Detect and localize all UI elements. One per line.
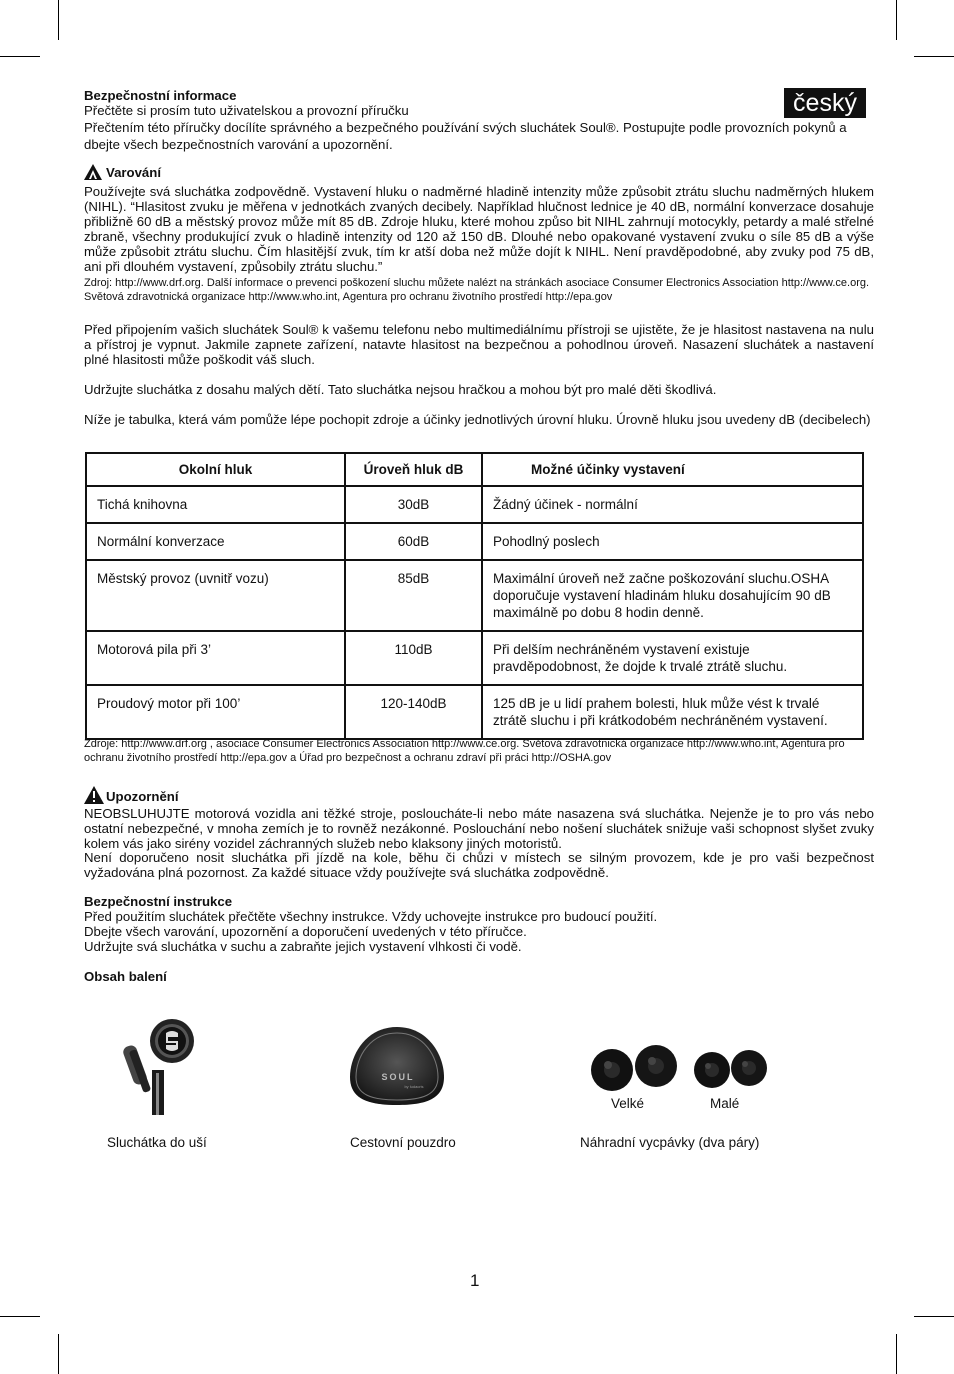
ear-tips-image xyxy=(590,1040,780,1098)
caption-earphones: Sluchátka do uší xyxy=(107,1135,207,1150)
crop-mark xyxy=(58,1334,59,1374)
table-header: Okolní hluk xyxy=(86,453,345,486)
table-intro-paragraph: Níže je tabulka, která vám pomůže lépe pochopit zdroje a účinky jednotlivých úrovní hluku. Úrovně hluku jsou uvedeny dB (decibelech) xyxy=(84,412,871,427)
table-cell: Normální konverzace xyxy=(86,523,345,560)
noise-level-table xyxy=(85,452,864,740)
instruction-line: Udržujte svá sluchátka v suchu a zabraňte jejich vystavení vlhkosti či vodě. xyxy=(84,939,522,954)
tip-size-large: Velké xyxy=(611,1096,645,1111)
case-logo: SOUL xyxy=(381,1072,415,1082)
case-sublogo: by ludacris xyxy=(404,1084,424,1089)
table-cell: Při delším nechráněném vystavení existuje pravděpodobnost, že dojde k trvalé ztrátě sluchu. xyxy=(482,631,863,685)
warning-body: Používejte svá sluchátka zodpovědně. Vystavení hluku o nadměrné hladině intenzity může způsobit ztrátu sluchu nadměrných hlukem (NIHL). “Hlasitost zvuku je měřena v jednotkách zvaných decibely. Například hlučnost lednice je 40 dB, normální konverzace dosahuje přibližně 60 dB a městský provoz může mít 85 dB. Zdroje hluku, které mohou způso bit NIHL zahrnují motocykly, petardy a malé střelné zbraně, všechny produkující zvuk o hladině intenzity od 120 až 150 dB. Dlouhé nebo opakované vystavení zvuku o síle 85 dB a výše může způsobit ztrátu sluchu. Čím hlasitější zvuk, tím kr atší doba než může dojít k NIHL. Není pravděpodobné, aby zvuky pod 75 dB, ani při dlouhém vystavení, způsobily ztrátu sluchu.” xyxy=(84,184,874,274)
safety-info-section xyxy=(84,88,874,118)
crop-mark xyxy=(0,56,40,57)
travel-case-image xyxy=(348,1025,446,1107)
table-header: Úroveň hluk dB xyxy=(345,453,482,486)
language-badge: český xyxy=(784,88,866,118)
table-cell: 125 dB je u lidí prahem bolesti, hluk může vést k trvalé ztrátě sluchu i při krátkodobém nechráněném vystavení. xyxy=(482,685,863,739)
crop-mark xyxy=(896,0,897,40)
table-row xyxy=(86,631,863,685)
table-cell: Maximální úroveň než začne poškozování sluchu.OSHA doporučuje vystavení hladinám hluku dosahujícím 90 dB maximálně po dobu 8 hodin denně. xyxy=(482,560,863,631)
table-row xyxy=(86,685,863,739)
table-source: Zdroje: http://www.drf.org , asociace Consumer Electronics Association http://www.ce.org. Světová zdravotnická organizace http://www.who.int, Agentura pro ochranu životního prostředí http://epa.gov a Úřad pro bezpečnost a ochranu zdraví při práci http://OSHA.gov xyxy=(84,738,845,764)
crop-mark xyxy=(896,1334,897,1374)
table-row xyxy=(86,560,863,631)
package-title: Obsah balení xyxy=(84,969,167,984)
table-cell: 60dB xyxy=(345,523,482,560)
table-header: Možné účinky vystavení xyxy=(482,453,863,486)
table-cell: Tichá knihovna xyxy=(86,486,345,523)
table-cell: 120-140dB xyxy=(345,685,482,739)
warning-source: Zdroj: http://www.drf.org. Další informace o prevenci poškození sluchu můžete nalézt na stránkách asociace Consumer Electronics Association http://www.ce.org. Světová zdravotnická organizace http://www.who.int, Agentura pro ochranu životního prostředí http://epa.gov xyxy=(84,277,870,303)
caption-ear-tips: Náhradní vycpávky (dva páry) xyxy=(580,1135,760,1150)
table-cell: Pohodlný poslech xyxy=(482,523,863,560)
caution-header xyxy=(84,786,874,807)
caution-body-1: NEOBSLUHUJTE motorová vozidla ani těžké stroje, posloucháte-li nebo máte nasazena svá sluchátka. Nejenže je to pro vás nebo ostatní nebezpečné, v mnoha zemích je to rovněž nezákonné. Poslouchání nebo nošení sluchátek snižuje vaši schopnost slyšet zvuky kolem vás jako sirény vozidel záchranných služeb nebo klaksony jiných motoristů. xyxy=(84,806,874,851)
table-cell: Žádný účinek - normální xyxy=(482,486,863,523)
warning-title: Varování xyxy=(106,165,161,180)
crop-mark xyxy=(914,56,954,57)
safety-info-title: Bezpečnostní informace xyxy=(84,88,237,103)
table-cell: Městský provoz (uvnitř vozu) xyxy=(86,560,345,631)
caption-travel-case: Cestovní pouzdro xyxy=(350,1135,456,1150)
table-header-row xyxy=(86,453,863,486)
table-cell: Proudový motor při 100’ xyxy=(86,685,345,739)
connect-paragraph: Před připojením vašich sluchátek Soul® k vašemu telefonu nebo multimediálnímu přístroji se ujistěte, že je hlasitost nastavena na nulu a přístroj je vypnut. Jakmile zapnete zařízení, natavte hlasitost na bezpečnou a pohodlnou úroveň. Nasazení sluchátek a nastavení plné hlasitosti může poškodit váš sluch. xyxy=(84,322,874,367)
warning-header xyxy=(84,164,874,183)
caution-body-2: Není doporučeno nosit sluchátka při jízdě na kole, běhu či chůzi v místech se silným provozem, kde je pro vaši bezpečnost vyžadována plná pozornost. Za každé situace vždy používejte svá sluchátka zodpovědně. xyxy=(84,850,874,880)
earphones-image xyxy=(112,1015,197,1115)
tip-size-small: Malé xyxy=(710,1096,740,1111)
instructions-section xyxy=(84,894,874,954)
instruction-line: Dbejte všech varování, upozornění a doporučení uvedených v této příručce. xyxy=(84,924,527,939)
caution-triangle-icon xyxy=(84,786,104,807)
children-paragraph: Udržujte sluchátka z dosahu malých dětí. Tato sluchátka nejsou hračkou a mohou být pro malé děti škodlivá. xyxy=(84,382,717,397)
crop-mark xyxy=(58,0,59,40)
warning-hand-icon xyxy=(84,164,102,183)
safety-info-line2: Přečtením této příručky docílíte správného a bezpečného používání svých sluchátek Soul®. Postupujte podle provozních pokynů a dbejte všech bezpečnostních varování a upozornění. xyxy=(84,120,847,152)
table-row xyxy=(86,486,863,523)
caution-title: Upozornění xyxy=(106,789,179,804)
instructions-title: Bezpečnostní instrukce xyxy=(84,894,233,909)
safety-info-line1: Přečtěte si prosím tuto uživatelskou a provozní příručku xyxy=(84,103,409,118)
table-cell: 110dB xyxy=(345,631,482,685)
crop-mark xyxy=(914,1316,954,1317)
table-cell: 30dB xyxy=(345,486,482,523)
table-row xyxy=(86,523,863,560)
table-cell: 85dB xyxy=(345,560,482,631)
table-cell: Motorová pila při 3’ xyxy=(86,631,345,685)
instruction-line: Před použitím sluchátek přečtěte všechny instrukce. Vždy uchovejte instrukce pro budoucí použití. xyxy=(84,909,658,924)
page-number: 1 xyxy=(470,1271,480,1290)
crop-mark xyxy=(0,1316,40,1317)
